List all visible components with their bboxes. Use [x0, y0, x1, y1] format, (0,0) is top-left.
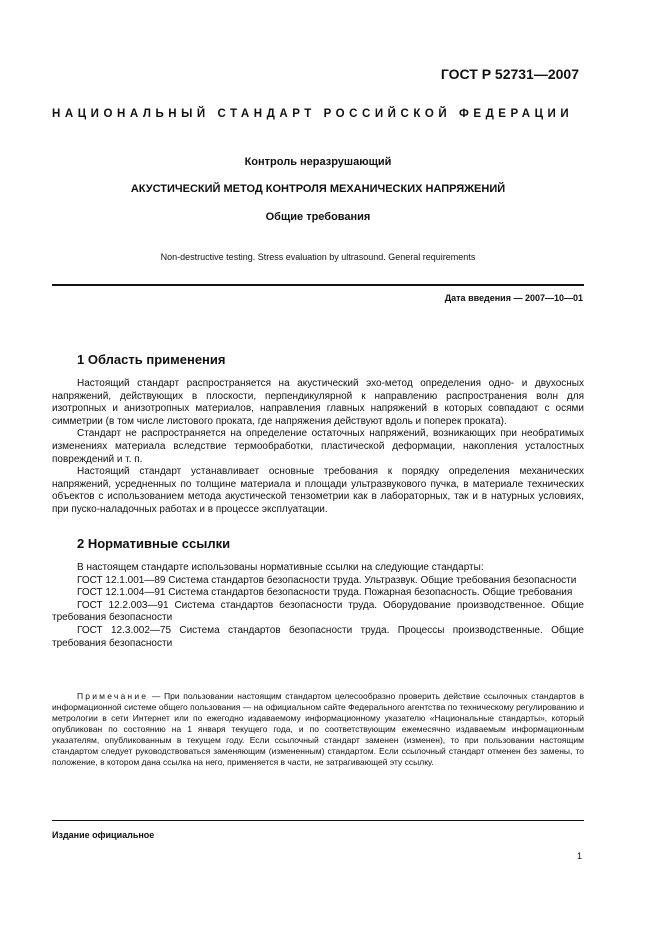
- section-1-title: 1 Область применения: [77, 352, 226, 367]
- title-divider: [52, 284, 584, 286]
- section-2-title: 2 Нормативные ссылки: [77, 536, 231, 551]
- subtitle-ndt: Контроль неразрушающий: [244, 156, 392, 168]
- main-title: АКУСТИЧЕСКИЙ МЕТОД КОНТРОЛЯ МЕХАНИЧЕСКИХ НАПРЯЖЕНИЙ: [130, 183, 506, 195]
- paragraph: Настоящий стандарт распространяется на акустический эхо-метод определения одно- и двухосных напряжений, действующих в плоскости, перпендикулярной к направлению распространения волн для изотропных и анизотропных материалов, направления главных напряжений в которых совпадают с осями симметрии (в том числе листового проката, где напряжения действуют вдоль и поперек проката).: [52, 378, 584, 427]
- paragraph: Настоящий стандарт устанавливает основные требования к порядку определения механических напряжений, усредненных по толщине материала и площади ультразвукового пучка, в материале технических объектов с использованием метода акустической тензометрии как в лабораторных, так и в натурных условиях, при пуско-наладочных работах и в процессе эксплуатации.: [52, 466, 584, 515]
- document-code: ГОСТ Р 52731—2007: [440, 66, 579, 82]
- national-standard-heading: НАЦИОНАЛЬНЫЙ СТАНДАРТ РОССИЙСКОЙ ФЕДЕРАЦИИ: [52, 108, 574, 120]
- note-paragraph: [52, 691, 584, 768]
- section-1-body: [52, 378, 584, 517]
- introduction-date: Дата введения — 2007—10—01: [444, 293, 583, 303]
- reference-item: ГОСТ 12.1.001—89 Система стандартов безопасности труда. Ультразвук. Общие требования безопасности: [77, 574, 577, 586]
- footer-divider: [52, 820, 584, 821]
- reference-item: ГОСТ 12.3.002—75 Система стандартов безопасности труда. Процессы производственные. Общие требования безопасности: [52, 624, 584, 649]
- paragraph: В настоящем стандарте использованы нормативные ссылки на следующие стандарты:: [77, 562, 484, 573]
- reference-item: ГОСТ 12.2.003—91 Система стандартов безопасности труда. Оборудование производственное. Общие требования безопасности: [52, 599, 584, 624]
- page-number: 1: [576, 851, 582, 861]
- edition-label: Издание официальное: [52, 830, 155, 840]
- note-label: Примечание: [77, 691, 149, 701]
- section-2-body: [52, 562, 584, 650]
- note: [52, 691, 584, 768]
- english-title: Non-destructive testing. Stress evaluation by ultrasound. General requirements: [160, 252, 476, 262]
- subtitle-general-requirements: Общие требования: [265, 211, 371, 223]
- paragraph: Стандарт не распространяется на определение остаточных напряжений, возникающих при необратимых изменениях материала вследствие термообработки, пластической деформации, накопления усталостных повреждений и т. п.: [52, 428, 584, 465]
- reference-item: ГОСТ 12.1.004—91 Система стандартов безопасности труда. Пожарная безопасность. Общие требования: [77, 587, 573, 599]
- note-text: — При пользовании настоящим стандартом целесообразно проверить действие ссылочных стандартов в информационной системе общего пользования — на официальном сайте Федерального агентства по техническому регулированию и метрологии в сети Интернет или по ежегодно издаваемому информационному указателю «Национальные стандарты», который опубликован по состоянию на 1 января текущего года, и по соответствующим ежемесячно издаваемым информационным указателям, опубликованным в текущем году. Если ссылочный стандарт заменен (изменен), то при пользовании настоящим стандартом следует руководствоваться заменяющим (измененным) стандартом. Если ссылочный стандарт отменен без замены, то положение, в котором дана ссылка на него, применяется в части, не затрагивающей эту ссылку.: [52, 691, 584, 767]
